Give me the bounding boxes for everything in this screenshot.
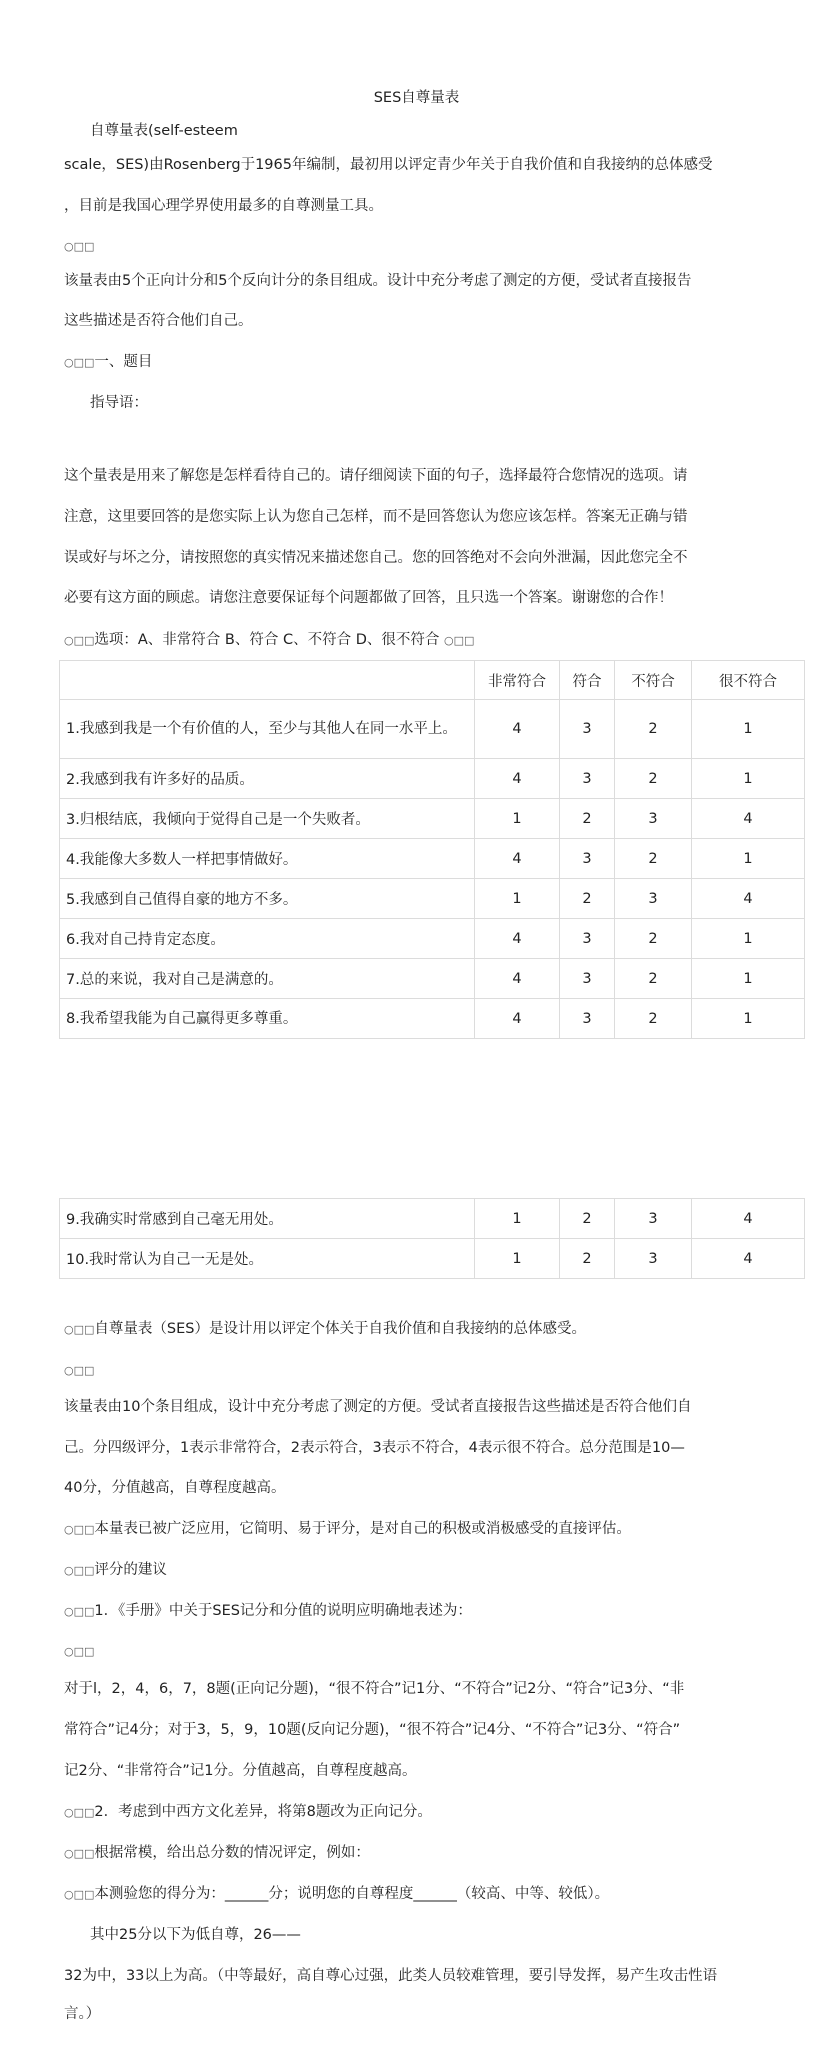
paragraph-8-text: 根据常模，给出总分数的情况评定，例如： [94,1845,370,1861]
paragraph-2-line-2: 己。分四级评分，1表示非常符合，2表示符合，3表示不符合，4表示很不符合。总分范围是10— [64,1440,685,1456]
table-row [60,700,805,759]
table-header-cell: 不符合 [615,661,692,700]
options-text: 选项：A、非常符合 B、符合 C、不符合 D、很不符合 [94,632,440,648]
paragraph-2-line-3: 40分，分值越高，自尊程度越高。 [64,1480,286,1496]
score-cell: 2 [615,839,692,879]
table-row [60,1199,805,1239]
score-cell: 4 [475,700,560,759]
paragraph-7-text: 2．考虑到中西方文化差异，将第8题改为正向记分。 [94,1804,432,1820]
bullet-marker: ○□□ [64,1888,95,1901]
score-cell: 4 [692,1199,805,1239]
score-cell: 2 [615,700,692,759]
score-cell: 4 [692,879,805,919]
score-cell: 3 [615,799,692,839]
table-row [60,1239,805,1279]
paragraph-9 [64,1884,609,1905]
question-cell: 10.我时常认为自己一无是处。 [60,1239,475,1279]
paragraph-10-line-2: 32为中，33以上为高。（中等最好，高自尊心过强，此类人员较难管理，要引导发挥，易产生攻击性语 [64,1968,718,1984]
section-heading [64,352,152,373]
paragraph-3 [64,1519,631,1540]
bullet-marker: ○□□ [64,634,95,647]
bullet-marker: ○□□ [64,1523,95,1536]
bullet-marker: ○□□ [64,1847,95,1860]
score-cell: 3 [615,1199,692,1239]
guide-label: 指导语： [90,395,148,411]
paragraph-4-text: 评分的建议 [94,1562,167,1578]
scale-table-continued [59,1198,805,1279]
score-cell: 1 [692,959,805,999]
bullet-marker: ○□□ [64,240,95,253]
score-cell: 2 [560,799,615,839]
table-row [60,759,805,799]
question-cell: 3.归根结底，我倾向于觉得自己是一个失败者。 [60,799,475,839]
guide-line-2: 注意，这里要回答的是您实际上认为您自己怎样，而不是回答您认为您应该怎样。答案无正确与错 [64,509,688,525]
table-row [60,919,805,959]
score-cell: 2 [615,919,692,959]
score-cell: 2 [615,959,692,999]
table-row [60,799,805,839]
score-cell: 4 [692,799,805,839]
question-cell: 7.总的来说，我对自己是满意的。 [60,959,475,999]
score-cell: 2 [560,1199,615,1239]
bullet-marker: ○□□ [64,1564,95,1577]
score-cell: 1 [475,1239,560,1279]
score-cell: 1 [692,700,805,759]
score-cell: 2 [615,759,692,799]
table-header-cell: 非常符合 [475,661,560,700]
score-cell: 1 [692,919,805,959]
paragraph-6-line-3: 记2分、“非常符合”记1分。分值越高，自尊程度越高。 [64,1763,417,1779]
bullet-marker: ○□□ [64,356,95,369]
question-cell: 5.我感到自己值得自豪的地方不多。 [60,879,475,919]
paragraph-6-line-2: 常符合”记4分；对于3，5，9，10题(反向记分题)，“很不符合”记4分、“不符合”记3分、“符合” [64,1722,681,1738]
section-title: 一、题目 [94,354,153,370]
options-line [64,630,474,651]
bullet-marker: ○□□ [64,1323,95,1336]
question-cell: 6.我对自己持肯定态度。 [60,919,475,959]
paragraph-1 [64,1319,586,1340]
table-header-cell: 很不符合 [692,661,805,700]
score-cell: 4 [475,959,560,999]
paragraph-3-text: 本量表已被广泛应用，它简明、易于评分，是对自己的积极或消极感受的直接评估。 [94,1521,631,1537]
table-row [60,959,805,999]
score-cell: 4 [692,1239,805,1279]
scale-table [59,660,805,1039]
document-title: SES自尊量表 [373,90,460,106]
paragraph-8 [64,1843,370,1864]
score-cell: 3 [560,999,615,1039]
paragraph-9-text: 本测验您的得分为：______分；说明您的自尊程度______（较高、中等、较低）。 [94,1886,610,1902]
question-cell: 1.我感到我是一个有价值的人，至少与其他人在同一水平上。 [60,700,475,759]
paragraph-10-line-1: 其中25分以下为低自尊，26—— [90,1927,301,1943]
paragraph-6-line-1: 对于l，2，4，6，7，8题(正向记分题)，“很不符合”记1分、“不符合”记2分、“符合”记3分、“非 [64,1681,685,1697]
score-cell: 3 [615,1239,692,1279]
table-row [60,839,805,879]
paragraph-2-line-1: 该量表由10个条目组成，设计中充分考虑了测定的方便。受试者直接报告这些描述是否符合他们自 [64,1399,692,1415]
score-cell: 1 [475,879,560,919]
intro-line-2: scale，SES)由Rosenberg于1965年编制，最初用以评定青少年关于自我价值和自我接纳的总体感受 [64,157,713,173]
table-row [60,999,805,1039]
score-cell: 3 [560,700,615,759]
question-cell: 4.我能像大多数人一样把事情做好。 [60,839,475,879]
score-cell: 4 [475,919,560,959]
question-cell: 2.我感到我有许多好的品质。 [60,759,475,799]
paragraph-4 [64,1560,167,1581]
paragraph-1-text: 自尊量表（SES）是设计用以评定个体关于自我价值和自我接纳的总体感受。 [94,1321,586,1337]
guide-line-1: 这个量表是用来了解您是怎样看待自己的。请仔细阅读下面的句子，选择最符合您情况的选项。请 [64,468,688,484]
desc-line-2: 这些描述是否符合他们自己。 [64,313,253,329]
score-cell: 3 [560,839,615,879]
score-cell: 4 [475,759,560,799]
intro-line-1: 自尊量表(self-esteem [90,123,238,139]
score-cell: 2 [560,879,615,919]
score-cell: 3 [560,759,615,799]
bullet-marker: ○□□ [64,1605,95,1618]
table-header-blank [60,661,475,700]
score-cell: 3 [615,879,692,919]
paragraph-7 [64,1802,432,1823]
score-cell: 4 [475,999,560,1039]
bullet-marker: ○□□ [443,634,475,647]
score-cell: 1 [692,839,805,879]
bullet-marker: ○□□ [64,1806,95,1819]
intro-line-3: ，目前是我国心理学界使用最多的自尊测量工具。 [64,198,383,214]
table-header-cell: 符合 [560,661,615,700]
score-cell: 1 [475,799,560,839]
score-cell: 2 [615,999,692,1039]
guide-line-4: 必要有这方面的顾虑。请您注意要保证每个问题都做了回答，且只选一个答案。谢谢您的合作！ [64,590,673,606]
paragraph-10-line-3: 言。） [64,2006,101,2022]
score-cell: 3 [560,919,615,959]
question-cell: 8.我希望我能为自己赢得更多尊重。 [60,999,475,1039]
question-cell: 9.我确实时常感到自己毫无用处。 [60,1199,475,1239]
score-cell: 3 [560,959,615,999]
table-row [60,879,805,919]
paragraph-5-text: 1．《手册》中关于SES记分和分值的说明应明确地表述为： [94,1603,472,1619]
score-cell: 1 [692,999,805,1039]
desc-line-1: 该量表由5个正向计分和5个反向计分的条目组成。设计中充分考虑了测定的方便，受试者直接报告 [64,273,692,289]
score-cell: 4 [475,839,560,879]
score-cell: 2 [560,1239,615,1279]
bullet-marker: ○□□ [64,1645,95,1658]
paragraph-5 [64,1601,472,1622]
guide-line-3: 误或好与坏之分，请按照您的真实情况来描述您自己。您的回答绝对不会向外泄漏，因此您完全不 [64,550,688,566]
table-header-row [60,661,805,700]
score-cell: 1 [475,1199,560,1239]
bullet-marker: ○□□ [64,1364,95,1377]
score-cell: 1 [692,759,805,799]
